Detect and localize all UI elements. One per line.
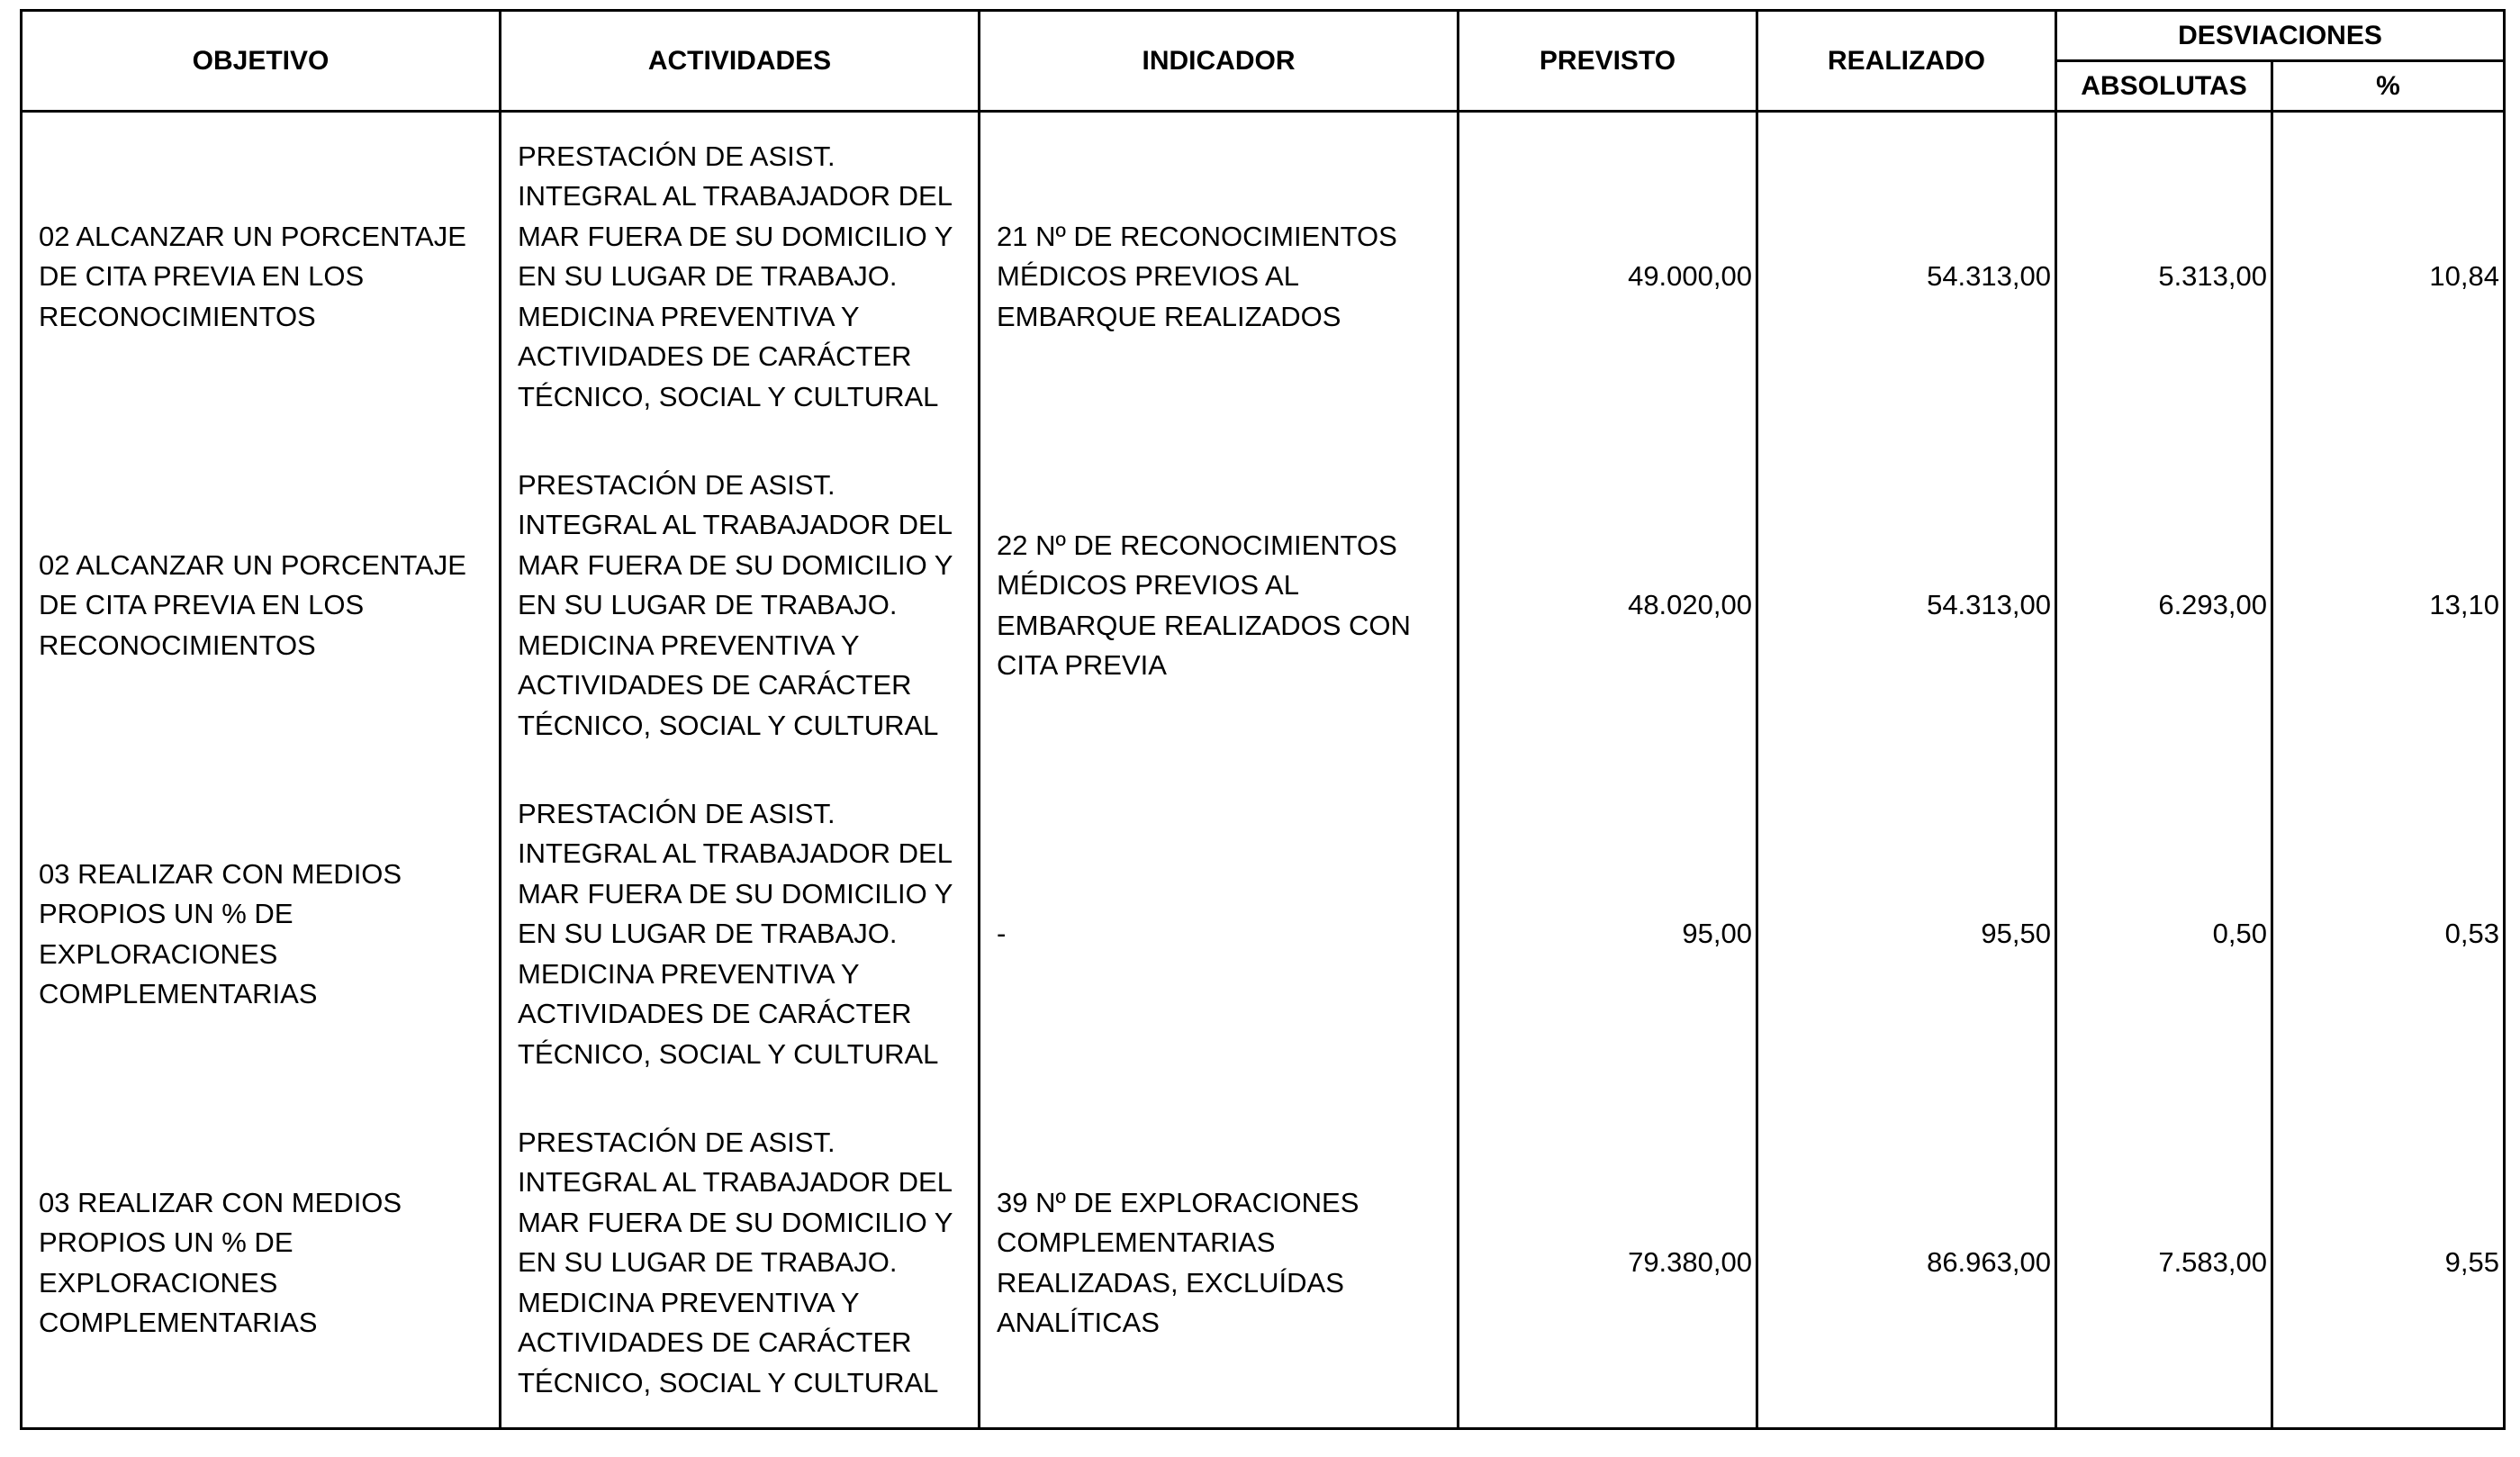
cell-realizado: 54.313,00 — [1757, 441, 2056, 770]
cell-porcentaje: 0,53 — [2272, 770, 2505, 1099]
cell-objetivo: 02 ALCANZAR UN PORCENTAJE DE CITA PREVIA EN LOS RECONOCIMIENTOS — [22, 112, 501, 442]
table-row — [22, 112, 2505, 442]
cell-objetivo: 03 REALIZAR CON MEDIOS PROPIOS UN % DE EXPLORACIONES COMPLEMENTARIAS — [22, 1099, 501, 1429]
cell-previsto: 48.020,00 — [1459, 441, 1757, 770]
cell-realizado: 86.963,00 — [1757, 1099, 2056, 1429]
cell-previsto: 49.000,00 — [1459, 112, 1757, 442]
cell-indicador: 21 Nº DE RECONOCIMIENTOS MÉDICOS PREVIOS AL EMBARQUE REALIZADOS — [980, 112, 1459, 442]
cell-absolutas: 6.293,00 — [2056, 441, 2272, 770]
cell-actividades: PRESTACIÓN DE ASIST. INTEGRAL AL TRABAJADOR DEL MAR FUERA DE SU DOMICILIO Y EN SU LUGAR DE TRABAJO. MEDICINA PREVENTIVA Y ACTIVIDADES DE CARÁCTER TÉCNICO, SOCIAL Y CULTURAL — [501, 441, 980, 770]
table-row — [22, 770, 2505, 1099]
objectives-indicators-table — [20, 9, 2506, 1430]
header-porcentaje: % — [2272, 61, 2505, 112]
header-indicador: INDICADOR — [980, 11, 1459, 112]
cell-objetivo: 02 ALCANZAR UN PORCENTAJE DE CITA PREVIA EN LOS RECONOCIMIENTOS — [22, 441, 501, 770]
cell-porcentaje: 13,10 — [2272, 441, 2505, 770]
cell-porcentaje: 10,84 — [2272, 112, 2505, 442]
header-row-top — [22, 11, 2505, 61]
cell-absolutas: 7.583,00 — [2056, 1099, 2272, 1429]
cell-indicador: 22 Nº DE RECONOCIMIENTOS MÉDICOS PREVIOS AL EMBARQUE REALIZADOS CON CITA PREVIA — [980, 441, 1459, 770]
cell-objetivo: 03 REALIZAR CON MEDIOS PROPIOS UN % DE EXPLORACIONES COMPLEMENTARIAS — [22, 770, 501, 1099]
cell-realizado: 54.313,00 — [1757, 112, 2056, 442]
cell-actividades: PRESTACIÓN DE ASIST. INTEGRAL AL TRABAJADOR DEL MAR FUERA DE SU DOMICILIO Y EN SU LUGAR DE TRABAJO. MEDICINA PREVENTIVA Y ACTIVIDADES DE CARÁCTER TÉCNICO, SOCIAL Y CULTURAL — [501, 770, 980, 1099]
cell-previsto: 95,00 — [1459, 770, 1757, 1099]
header-actividades: ACTIVIDADES — [501, 11, 980, 112]
cell-previsto: 79.380,00 — [1459, 1099, 1757, 1429]
header-realizado: REALIZADO — [1757, 11, 2056, 112]
cell-absolutas: 5.313,00 — [2056, 112, 2272, 442]
cell-actividades: PRESTACIÓN DE ASIST. INTEGRAL AL TRABAJADOR DEL MAR FUERA DE SU DOMICILIO Y EN SU LUGAR DE TRABAJO. MEDICINA PREVENTIVA Y ACTIVIDADES DE CARÁCTER TÉCNICO, SOCIAL Y CULTURAL — [501, 112, 980, 442]
header-previsto: PREVISTO — [1459, 11, 1757, 112]
table-row — [22, 1099, 2505, 1429]
header-desviaciones: DESVIACIONES — [2056, 11, 2505, 61]
cell-actividades: PRESTACIÓN DE ASIST. INTEGRAL AL TRABAJADOR DEL MAR FUERA DE SU DOMICILIO Y EN SU LUGAR DE TRABAJO. MEDICINA PREVENTIVA Y ACTIVIDADES DE CARÁCTER TÉCNICO, SOCIAL Y CULTURAL — [501, 1099, 980, 1429]
cell-indicador: 39 Nº DE EXPLORACIONES COMPLEMENTARIAS REALIZADAS, EXCLUÍDAS ANALÍTICAS — [980, 1099, 1459, 1429]
cell-porcentaje: 9,55 — [2272, 1099, 2505, 1429]
cell-indicador: - — [980, 770, 1459, 1099]
cell-realizado: 95,50 — [1757, 770, 2056, 1099]
table-row — [22, 441, 2505, 770]
cell-absolutas: 0,50 — [2056, 770, 2272, 1099]
table-body — [22, 112, 2505, 1429]
table-header — [22, 11, 2505, 112]
header-absolutas: ABSOLUTAS — [2056, 61, 2272, 112]
header-objetivo: OBJETIVO — [22, 11, 501, 112]
